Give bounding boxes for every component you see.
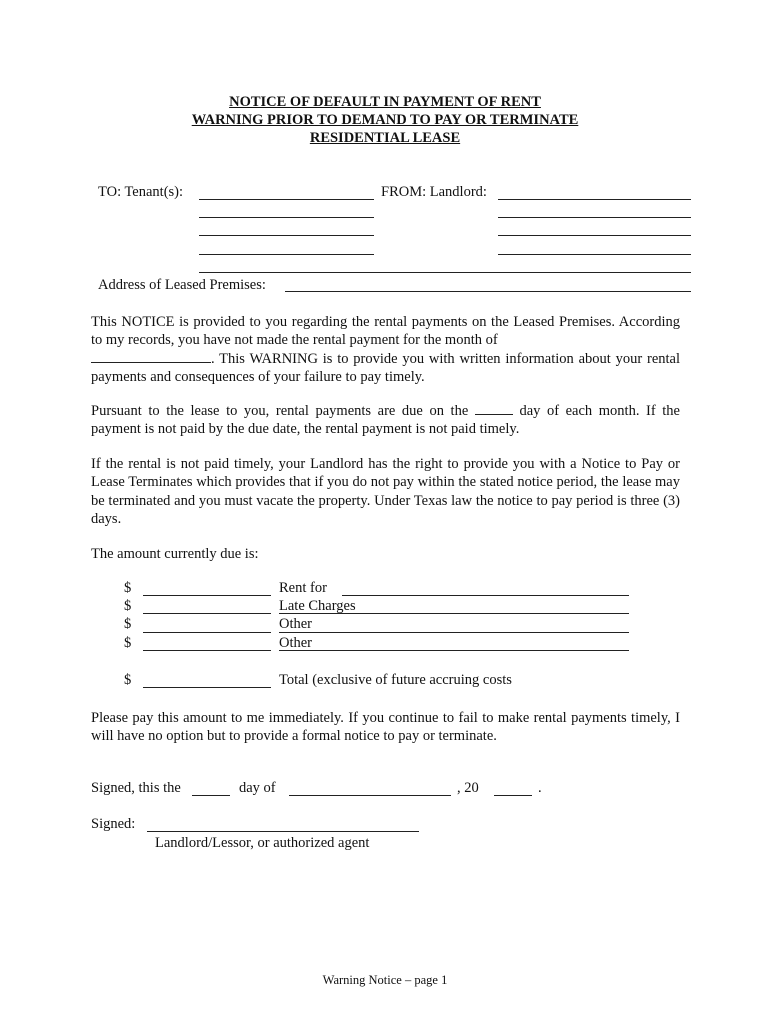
notice-text-part2: . This WARNING is to provide you with written information about your rental payments and consequences of your failure to pay timely. [91,350,680,386]
late-charges-amount-field[interactable] [143,613,271,614]
due-text-part1: Pursuant to the lease to you, rental payments are due on the [91,403,469,419]
notice-paragraph [91,313,680,387]
day-of-label: day of [239,780,276,796]
signature-field[interactable] [147,831,419,832]
notice-title-line2: WARNING PRIOR TO DEMAND TO PAY OR TERMINATE [191,112,579,128]
address-field-line-1[interactable] [199,272,691,273]
signed-year-field[interactable] [494,795,532,796]
dollar-sign: $ [124,672,132,688]
notice-text-part1: This NOTICE is provided to you regarding the rental payments on the Leased Premises. According to my records, you have not made the rental payment for the month of [91,314,680,349]
signed-month-field[interactable] [289,795,451,796]
notice-title-line3: RESIDENTIAL LEASE [309,130,461,146]
tenant-name-field-1[interactable] [199,199,374,200]
month-blank[interactable] [91,350,211,363]
rent-amount-field[interactable] [143,595,271,596]
to-tenants-label: TO: Tenant(s): [98,184,184,200]
pay-paragraph: Please pay this amount to me immediately. If you continue to fail to make rental payments timely, I will have no option but to provide a formal notice to pay or terminate. [91,710,680,745]
notice-title-line1: NOTICE OF DEFAULT IN PAYMENT OF RENT [229,94,541,110]
rights-paragraph: If the rental is not paid timely, your Landlord has the right to provide you with a Notice to Pay or Lease Terminates which provides that if you do not pay within the stated notice period, the lease may be terminated and you must vacate the property. Under Texas law the notice to pay period is three (3) days. [91,456,680,528]
tenant-name-field-3[interactable] [199,235,374,236]
signer-caption: Landlord/Lessor, or authorized agent [155,835,370,851]
rent-period-field[interactable] [342,595,629,596]
late-charges-description-field[interactable] [279,613,629,614]
signed-this-label: Signed, this the [91,780,181,796]
address-field-line-2[interactable] [285,291,691,292]
tenant-name-field-2[interactable] [199,217,374,218]
address-label: Address of Leased Premises: [98,277,266,293]
landlord-name-field-3[interactable] [498,235,691,236]
tenant-name-field-4[interactable] [199,254,374,255]
signed-label: Signed: [91,816,136,832]
other-amount-field-1[interactable] [143,632,271,633]
signed-day-field[interactable] [192,795,230,796]
other-description-field-2[interactable] [279,650,629,651]
charge-label-other-1: Other [279,616,313,632]
total-amount-field[interactable] [143,687,271,688]
charge-label-late: Late Charges [279,598,356,614]
page-footer: Warning Notice – page 1 [322,973,448,987]
dollar-sign: $ [124,635,132,651]
from-landlord-label: FROM: Landlord: [381,184,487,200]
total-label: Total (exclusive of future accruing costs [279,672,512,688]
year-prefix: , 20 [457,780,479,796]
landlord-name-field-4[interactable] [498,254,691,255]
other-amount-field-2[interactable] [143,650,271,651]
dollar-sign: $ [124,580,132,596]
charge-label-other-2: Other [279,635,313,651]
charge-label-rent: Rent for [279,580,327,596]
due-day-blank[interactable] [475,402,513,415]
dollar-sign: $ [124,616,132,632]
amount-due-label: The amount currently due is: [91,546,259,562]
landlord-name-field-1[interactable] [498,199,691,200]
dollar-sign: $ [124,598,132,614]
other-description-field-1[interactable] [279,632,629,633]
due-text-part2: day of each month. If the payment is not paid by the due date, the rental payment is not paid timely. [91,403,680,438]
landlord-name-field-2[interactable] [498,217,691,218]
date-period: . [538,780,542,796]
due-date-paragraph [91,402,680,439]
